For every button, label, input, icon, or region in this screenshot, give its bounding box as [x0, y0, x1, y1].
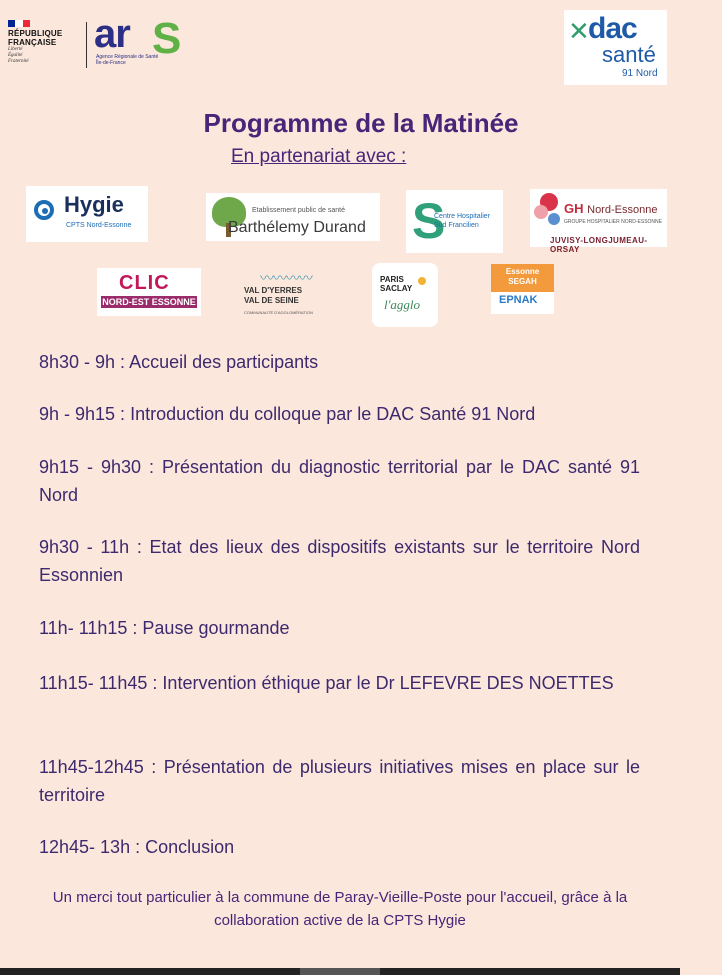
essonne-epnak-logo — [491, 264, 554, 314]
programme-item: 9h30 - 11h : Etat des lieux des dispositifs existants sur le territoire Nord Essonnien — [39, 537, 640, 585]
barthelemy-durand-logo — [206, 193, 380, 241]
french-flag-icon — [8, 20, 30, 27]
sun-dot-icon — [418, 277, 426, 285]
val-yerres-seine-logo — [238, 266, 340, 320]
dac-logo-word: dac — [588, 12, 637, 45]
ars-logo — [94, 12, 184, 70]
hygie-logo — [26, 186, 148, 242]
dac-logo-sante: santé — [602, 42, 656, 67]
ars-logo-subtitle: Agence Régionale de Santé Île-de-France — [96, 54, 159, 66]
programme-item: 11h15- 11h45 : Intervention éthique par le Dr LEFEVRE DES NOETTES — [39, 673, 614, 693]
page-subtitle: En partenariat avec : — [231, 146, 407, 167]
hygie-circle-icon — [34, 200, 54, 220]
gh-logo-cities: JUVISY-LONGJUMEAU-ORSAY — [550, 236, 648, 254]
footer-thanks: Un merci tout particulier à la commune de Paray-Vieille-Poste pour l'accueil, grâce à la collaboration active de la CPTS Hygie — [52, 889, 628, 929]
programme-item: 9h15 - 9h30 : Présentation du diagnostic territorial par le DAC santé 91 Nord — [39, 457, 640, 505]
dac-sante-logo — [564, 10, 667, 85]
republique-line1: RÉPUBLIQUE — [8, 29, 63, 38]
gh-dot-icon — [548, 213, 560, 225]
vys-logo-text: VAL D'YERRES VAL DE SEINE — [244, 286, 303, 305]
gh-logo-group: GROUPE HOSPITALIER NORD-ESSONNE — [564, 219, 662, 225]
vys-logo-caption: COMMUNAUTÉ D'AGGLOMÉRATION — [244, 310, 313, 315]
programme-item: 11h- 11h15 : Pause gourmande — [39, 618, 290, 638]
bd-logo-line2: Barthélemy Durand — [228, 219, 366, 236]
clic-logo-name: CLIC — [119, 272, 170, 294]
devise-liberte: Liberté — [8, 47, 23, 52]
chsf-logo-text: Centre Hospitalier Sud Francilien — [434, 213, 491, 229]
hygie-logo-caption: CPTS Nord-Essonne — [66, 222, 132, 229]
devise-fraternite: Fraternité — [8, 59, 29, 64]
dac-logo-91: 91 Nord — [622, 68, 658, 79]
page-title: Programme de la Matinée — [203, 108, 519, 138]
bd-logo-line1: Etablissement public de santé — [252, 207, 345, 214]
gh-nord-essonne-logo — [530, 189, 667, 254]
republique-francaise-logo — [8, 20, 84, 65]
programme-item: 8h30 - 9h : Accueil des participants — [39, 352, 319, 372]
ess-logo-top: Essonne SEGAH — [491, 264, 554, 292]
hygie-logo-name: Hygie — [64, 192, 124, 217]
gh-logo-title: GH Nord-Essonne — [564, 201, 658, 216]
paris-saclay-logo — [372, 263, 438, 327]
ess-logo-epnak: EPNAK — [499, 294, 538, 306]
chsf-logo — [406, 190, 503, 253]
bottom-bar — [0, 968, 680, 975]
programme-item: 11h45-12h45 : Présentation de plusieurs initiatives mises en place sur le territoire — [39, 757, 640, 805]
gh-dot-icon — [534, 205, 548, 219]
dac-x-icon: ✕ — [568, 16, 590, 46]
republique-line2: FRANÇAISE — [8, 38, 57, 47]
ps-logo-text: PARIS SACLAY — [380, 275, 413, 293]
devise-egalite: Égalité — [8, 53, 23, 58]
programme-item: 12h45- 13h : Conclusion — [39, 837, 235, 857]
clic-logo-banner: NORD-EST ESSONNE — [102, 297, 196, 307]
ars-logo-s: S — [152, 14, 182, 63]
clic-logo — [97, 268, 201, 316]
chsf-s-icon: S — [412, 193, 446, 249]
ps-logo-script: l'agglo — [384, 297, 421, 312]
programme-item: 9h - 9h15 : Introduction du colloque par le DAC Santé 91 Nord — [39, 404, 536, 424]
waves-icon: 〰〰〰〰 — [260, 270, 312, 286]
ars-logo-word: ar — [94, 12, 130, 56]
header-divider — [86, 22, 87, 68]
